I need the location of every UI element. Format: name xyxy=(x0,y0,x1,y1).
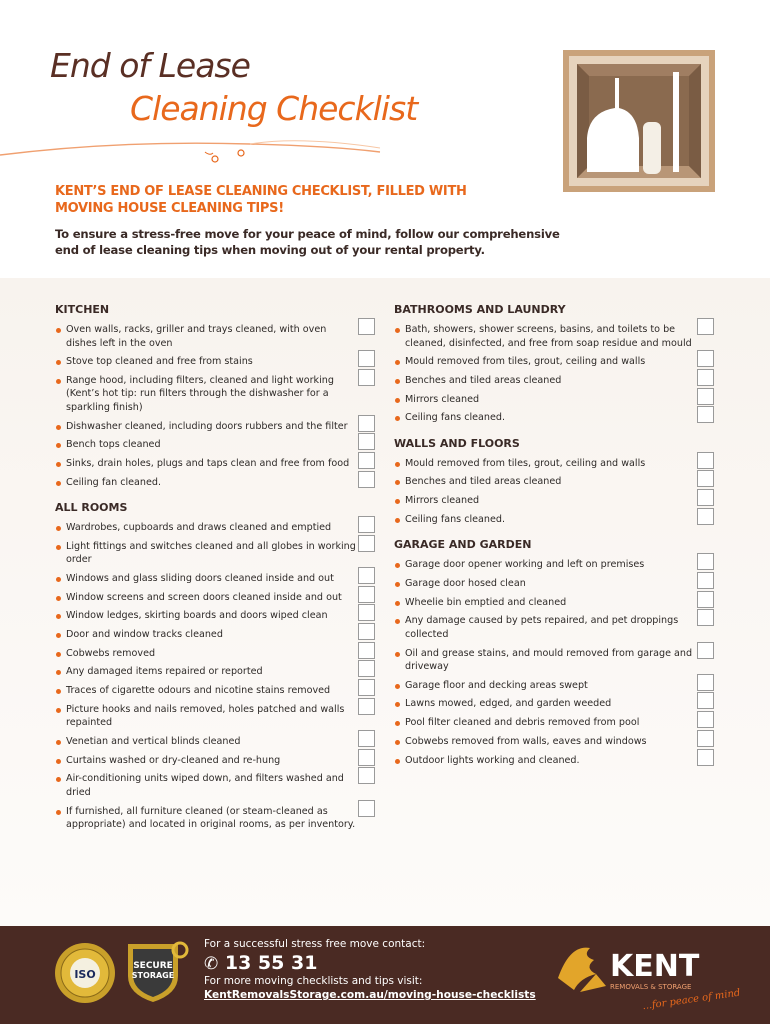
checklist-item xyxy=(55,540,356,567)
section-title: BATHROOMS AND LAUNDRY xyxy=(394,303,566,316)
checklist-item-text: Light fittings and switches cleaned and all globes in working order xyxy=(66,540,356,566)
checklist-checkbox[interactable] xyxy=(697,572,714,589)
footer-contact-label: For a successful stress free move contact: xyxy=(204,938,426,950)
checklist-item-text: Venetian and vertical blinds cleaned xyxy=(66,736,241,747)
checklist-item xyxy=(55,457,356,471)
page-title-line1: End of Lease xyxy=(50,46,250,85)
checklist-checkbox[interactable] xyxy=(358,471,375,488)
checklist-item xyxy=(394,647,695,674)
checklist-item xyxy=(55,420,356,434)
checklist-column-right xyxy=(394,303,714,779)
checklist-checkbox[interactable] xyxy=(697,318,714,335)
checklist-item xyxy=(55,521,356,535)
checklist-item-text: Mirrors cleaned xyxy=(405,393,480,405)
checklist-item-text: Dishwasher cleaned, including doors rubbers and the filter xyxy=(66,420,348,432)
checklist-item-text: Mould removed from tiles, grout, ceiling and walls xyxy=(405,457,646,469)
checklist-checkbox[interactable] xyxy=(697,452,714,469)
checklist-section xyxy=(394,437,714,527)
checklist-item xyxy=(55,703,356,730)
checklist-checkbox[interactable] xyxy=(358,660,375,677)
checklist-item-text: Bath, showers, shower screens, basins, and toilets to be cleaned, disinfected, and free from soap residue and mould xyxy=(405,324,692,349)
checklist-checkbox[interactable] xyxy=(697,591,714,608)
checklist-item-text: Lawns mowed, edged, and garden weeded xyxy=(405,698,612,710)
checklist-checkbox[interactable] xyxy=(697,609,714,626)
checklist-section xyxy=(55,501,375,831)
checklist-item xyxy=(55,438,356,452)
checklist-checkbox[interactable] xyxy=(358,535,375,552)
checklist-checkbox[interactable] xyxy=(358,679,375,696)
checklist-checkbox[interactable] xyxy=(358,369,375,386)
checklist-item-text: Stove top cleaned and free from stains xyxy=(66,356,253,368)
secure-badge-line1: SECURE xyxy=(133,961,173,971)
checklist-item-text: Window ledges, skirting boards and doors wiped clean xyxy=(66,610,328,622)
checklist-checkbox[interactable] xyxy=(697,730,714,747)
checklist-checkbox[interactable] xyxy=(697,674,714,691)
checklist-item xyxy=(394,475,695,489)
checklist-item-text: Bench tops cleaned xyxy=(66,439,161,451)
checklist-item xyxy=(394,754,695,768)
checklist-checkbox[interactable] xyxy=(358,642,375,659)
checklist-item xyxy=(55,735,356,749)
checklist-checkbox[interactable] xyxy=(358,567,375,584)
checklist-item xyxy=(55,355,356,369)
checklist-checkbox[interactable] xyxy=(358,749,375,766)
checklist-item-text: Curtains washed or dry-cleaned and re-hung xyxy=(66,754,281,766)
checklist-checkbox[interactable] xyxy=(697,508,714,525)
checklist-item xyxy=(394,457,695,471)
checklist-item-text: Cobwebs removed from walls, eaves and windows xyxy=(405,735,647,747)
checklist-item xyxy=(394,716,695,730)
checklist-checkbox[interactable] xyxy=(358,604,375,621)
checklist-item xyxy=(394,494,695,508)
checklist-item xyxy=(394,393,695,407)
checklist-item-text: Wardrobes, cupboards and draws cleaned and emptied xyxy=(66,522,332,534)
checklist-item-text: Picture hooks and nails removed, holes patched and walls repainted xyxy=(66,703,345,729)
checklist-checkbox[interactable] xyxy=(358,730,375,747)
checklist-item xyxy=(394,411,695,425)
checklist-item-text: Garage floor and decking areas swept xyxy=(405,679,588,691)
checklist-checkbox[interactable] xyxy=(358,516,375,533)
checklist-item-text: Air-conditioning units wiped down, and filters washed and dried xyxy=(66,773,344,798)
phone-icon: ✆ xyxy=(204,954,219,974)
checklist-checkbox[interactable] xyxy=(358,586,375,603)
checklist-checkbox[interactable] xyxy=(697,350,714,367)
checklist-checkbox[interactable] xyxy=(697,369,714,386)
checklist-item xyxy=(394,614,695,641)
checklist-item xyxy=(394,596,695,610)
checklist-item xyxy=(55,323,356,350)
checklist-checkbox[interactable] xyxy=(697,388,714,405)
checklist-checkbox[interactable] xyxy=(697,642,714,659)
checklist-section xyxy=(394,538,714,767)
checklist-item-text: Mirrors cleaned xyxy=(405,495,480,507)
checklist-item xyxy=(394,323,695,350)
checklist-item xyxy=(394,679,695,693)
checklist-item-text: Sinks, drain holes, plugs and taps clean and free from food xyxy=(66,457,350,469)
phone-number: 13 55 31 xyxy=(224,952,318,974)
checklist-item-text: Window screens and screen doors cleaned inside and out xyxy=(66,591,342,603)
checklist-checkbox[interactable] xyxy=(697,406,714,423)
checklist-section xyxy=(394,303,714,425)
checklist-item-text: If furnished, all furniture cleaned (or steam-cleaned as appropriate) and located in original rooms, as per inventory. xyxy=(66,805,356,831)
footer-more-label: For more moving checklists and tips visit: xyxy=(204,975,423,987)
brand-subtitle: REMOVALS & STORAGE xyxy=(610,983,692,991)
checklist-item xyxy=(55,609,356,623)
section-title: ALL ROOMS xyxy=(55,501,128,515)
intro-text: To ensure a stress-free move for your peace of mind, follow our comprehensive end of lease cleaning tips when moving out of your rental property. xyxy=(55,227,560,257)
checklist-item xyxy=(394,355,695,369)
iso-badge-text: ISO xyxy=(74,968,96,981)
checklist-item xyxy=(394,735,695,749)
checklist-item xyxy=(55,665,356,679)
checklist-item xyxy=(394,697,695,711)
headline: KENT’S END OF LEASE CLEANING CHECKLIST, FILLED WITH MOVING HOUSE CLEANING TIPS! xyxy=(55,184,467,216)
kent-logo xyxy=(550,934,750,1012)
checklist-item-text: Oven walls, racks, griller and trays cleaned, with oven dishes left in the oven xyxy=(66,324,327,349)
checklist-checkbox[interactable] xyxy=(358,800,375,817)
checklist-item-text: Garage door opener working and left on premises xyxy=(405,559,645,571)
checklist-item-text: Door and window tracks cleaned xyxy=(66,629,223,641)
decorative-swoosh xyxy=(0,130,420,170)
checklist-item xyxy=(55,647,356,661)
checklist-item-text: Pool filter cleaned and debris removed from pool xyxy=(405,717,640,729)
section-title: KITCHEN xyxy=(55,303,110,316)
checklist-checkbox[interactable] xyxy=(697,711,714,728)
checklist-checkbox[interactable] xyxy=(358,318,375,335)
section-title: WALLS AND FLOORS xyxy=(394,436,520,450)
secure-badge-line2: STORAGE xyxy=(131,971,175,980)
footer-url-link[interactable]: KentRemovalsStorage.com.au/moving-house-checklists xyxy=(204,989,536,1001)
checklist-item-text: Garage door hosed clean xyxy=(405,578,526,589)
checklist-item xyxy=(394,513,695,527)
checklist-item xyxy=(55,628,356,642)
checklist-item-text: Ceiling fan cleaned. xyxy=(66,476,162,488)
checklist-item xyxy=(55,374,356,415)
checklist-column-left xyxy=(55,303,375,844)
checklist-item-text: Wheelie bin emptied and cleaned xyxy=(405,596,567,608)
checklist-item-text: Mould removed from tiles, grout, ceiling and walls xyxy=(405,356,646,368)
checklist-checkbox[interactable] xyxy=(358,452,375,469)
checklist-checkbox[interactable] xyxy=(358,415,375,432)
checklist-checkbox[interactable] xyxy=(358,623,375,640)
checklist-item-text: Windows and glass sliding doors cleaned inside and out xyxy=(66,573,334,584)
checklist-section xyxy=(55,303,375,489)
secure-storage-badge xyxy=(124,940,190,1004)
checklist-item xyxy=(394,558,695,572)
checklist-checkbox[interactable] xyxy=(697,553,714,570)
checklist-checkbox[interactable] xyxy=(358,433,375,450)
checklist-item-text: Ceiling fans cleaned. xyxy=(405,412,506,424)
page-title-line2: Cleaning Checklist xyxy=(130,89,418,128)
checklist-item xyxy=(55,591,356,605)
checklist-checkbox[interactable] xyxy=(358,767,375,784)
brand-name: KENT xyxy=(610,949,700,984)
checklist-checkbox[interactable] xyxy=(697,692,714,709)
checklist-item xyxy=(55,772,356,799)
checklist-item-text: Benches and tiled areas cleaned xyxy=(405,476,562,488)
checklist-checkbox[interactable] xyxy=(697,489,714,506)
checklist-item xyxy=(394,374,695,388)
checklist-checkbox[interactable] xyxy=(697,470,714,487)
checklist-item-text: Ceiling fans cleaned. xyxy=(405,513,506,525)
checklist-item xyxy=(55,684,356,698)
checklist-item xyxy=(55,805,356,832)
checklist-item-text: Any damaged items repaired or reported xyxy=(66,666,263,678)
checklist-item-text: Benches and tiled areas cleaned xyxy=(405,374,562,386)
checklist-checkbox[interactable] xyxy=(358,698,375,715)
checklist-item xyxy=(55,572,356,586)
checklist-item xyxy=(394,577,695,591)
checklist-item-text: Outdoor lights working and cleaned. xyxy=(405,754,580,766)
checklist-item xyxy=(55,754,356,768)
checklist-item-text: Traces of cigarette odours and nicotine stains removed xyxy=(66,685,331,697)
cleaning-box-illustration xyxy=(563,50,715,192)
checklist-checkbox[interactable] xyxy=(697,749,714,766)
brand-tagline: ...for peace of mind xyxy=(641,987,742,1012)
checklist-item-text: Oil and grease stains, and mould removed from garage and driveway xyxy=(405,647,693,673)
checklist-item xyxy=(55,476,356,490)
footer-phone[interactable] xyxy=(204,952,317,974)
checklist-checkbox[interactable] xyxy=(358,350,375,367)
checklist-item-text: Range hood, including filters, cleaned and light working (Kent’s hot tip: run filters through the dishwasher for a sparkling finish) xyxy=(66,374,334,413)
checklist-item-text: Cobwebs removed xyxy=(66,647,156,659)
checklist-item-text: Any damage caused by pets repaired, and pet droppings collected xyxy=(405,615,679,640)
iso-badge xyxy=(54,942,116,1004)
section-title: GARAGE AND GARDEN xyxy=(394,538,532,552)
